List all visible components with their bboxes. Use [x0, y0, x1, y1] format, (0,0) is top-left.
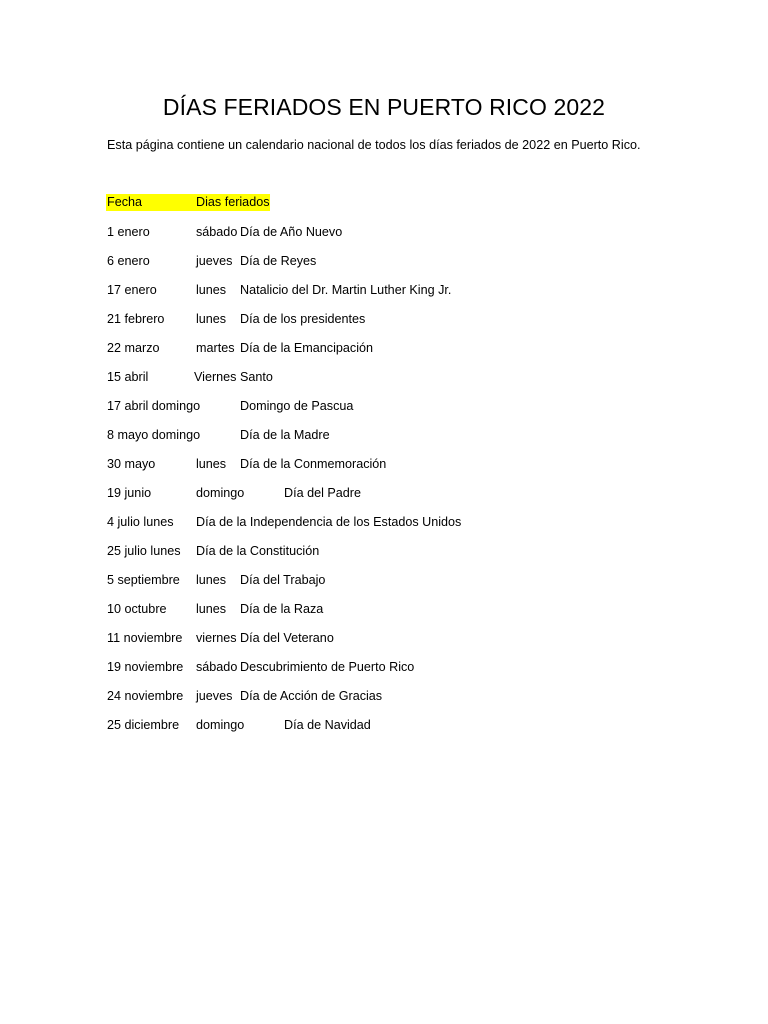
holiday-row: [0, 716, 768, 736]
holiday-row: [0, 687, 768, 707]
holiday-name: Día del Veterano: [240, 631, 334, 645]
holiday-date: 22 marzo: [107, 341, 160, 355]
holiday-weekday: domingo: [196, 718, 245, 732]
holiday-name: Día de la Emancipación: [240, 341, 374, 355]
holiday-date: 19 noviembre: [107, 660, 184, 674]
holiday-date: 5 septiembre: [107, 573, 180, 587]
header-dias-feriados: Dias feriados: [196, 195, 270, 209]
holiday-weekday: viernes: [196, 631, 237, 645]
holiday-name: Día de los presidentes: [240, 312, 366, 326]
holiday-row: [0, 455, 768, 475]
holiday-weekday: lunes: [196, 602, 227, 616]
holiday-row: [0, 658, 768, 678]
holiday-weekday: lunes: [196, 312, 227, 326]
holiday-date: 30 mayo: [107, 457, 156, 471]
holiday-row: [0, 542, 768, 562]
holiday-row: [0, 223, 768, 243]
holiday-name: Día del Padre: [284, 486, 362, 500]
holiday-date: 25 julio lunes: [107, 544, 181, 558]
holiday-name: Día de Navidad: [284, 718, 371, 732]
holiday-name: Día de la Raza: [240, 602, 324, 616]
header-fecha: Fecha: [106, 194, 196, 211]
holiday-row: [0, 600, 768, 620]
holiday-name: Domingo de Pascua: [240, 399, 354, 413]
holiday-weekday: lunes: [196, 283, 227, 297]
holiday-date: 15 abril: [107, 370, 149, 384]
holiday-row: [0, 310, 768, 330]
holiday-date: 21 febrero: [107, 312, 165, 326]
holiday-row: [0, 484, 768, 504]
holiday-date: 1 enero: [107, 225, 150, 239]
holiday-weekday: jueves: [196, 254, 233, 268]
holiday-weekday: lunes: [196, 457, 227, 471]
holiday-row: [0, 629, 768, 649]
holiday-weekday: Día de la Constitución: [196, 544, 320, 558]
holiday-name: Día de la Conmemoración: [240, 457, 387, 471]
holiday-weekday: Viernes Santo: [194, 370, 273, 384]
holiday-weekday: domingo: [196, 486, 245, 500]
holiday-date: 6 enero: [107, 254, 150, 268]
holiday-name: Día de Año Nuevo: [240, 225, 343, 239]
holiday-weekday: jueves: [196, 689, 233, 703]
holiday-row: [0, 426, 768, 446]
page-title: DÍAS FERIADOS EN PUERTO RICO 2022: [162, 94, 606, 120]
holiday-date: 8 mayo domingo: [107, 428, 201, 442]
holiday-name: Natalicio del Dr. Martin Luther King Jr.: [240, 283, 452, 297]
holiday-date: 24 noviembre: [107, 689, 184, 703]
holiday-row: [0, 368, 768, 388]
holiday-name: Día de la Madre: [240, 428, 330, 442]
holiday-date: 10 octubre: [107, 602, 167, 616]
holiday-name: Descubrimiento de Puerto Rico: [240, 660, 415, 674]
holiday-date: 25 diciembre: [107, 718, 180, 732]
holiday-name: Día de Reyes: [240, 254, 317, 268]
holiday-name: Día del Trabajo: [240, 573, 326, 587]
holiday-row: [0, 571, 768, 591]
holiday-weekday: martes: [196, 341, 235, 355]
holiday-date: 4 julio lunes: [107, 515, 174, 529]
holiday-weekday: Día de la Independencia de los Estados Unidos: [196, 515, 462, 529]
holiday-date: 11 noviembre: [107, 631, 183, 645]
holiday-weekday: lunes: [196, 573, 227, 587]
holiday-row: [0, 397, 768, 417]
holiday-row: [0, 281, 768, 301]
holiday-row: [0, 513, 768, 533]
holiday-date: 17 abril domingo: [107, 399, 201, 413]
holiday-weekday: sábado: [196, 225, 238, 239]
holiday-date: 19 junio: [107, 486, 152, 500]
holiday-row: [0, 339, 768, 359]
holiday-weekday: sábado: [196, 660, 238, 674]
holiday-name: Día de Acción de Gracias: [240, 689, 383, 703]
holiday-date: 17 enero: [107, 283, 157, 297]
holiday-row: [0, 252, 768, 272]
intro-paragraph: Esta página contiene un calendario nacional de todos los días feriados de 2022 en Puerto Rico.: [107, 138, 641, 152]
